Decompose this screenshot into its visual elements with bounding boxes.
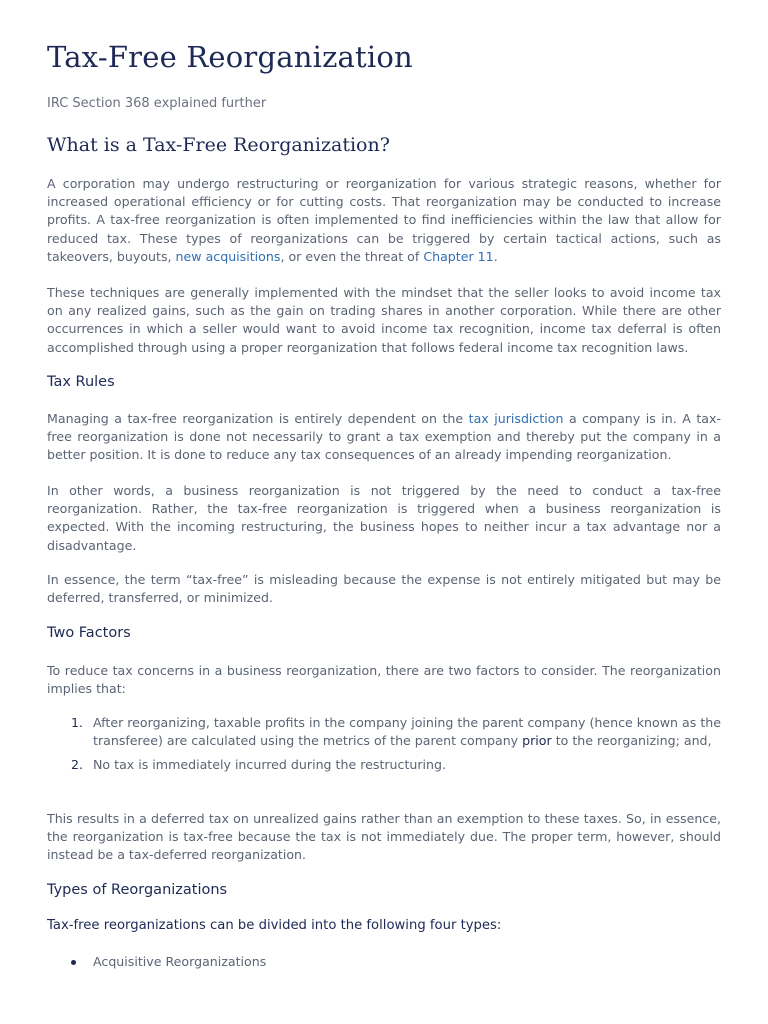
tax-rules-text-b: a company is in. A tax-free reorganization is done not necessarily to grant a tax exemption and thereby put the company in a better position. It is done to reduce any tax consequences of an already impending reorganization. [47, 411, 721, 463]
tax-jurisdiction-link[interactable]: tax jurisdiction [468, 411, 564, 426]
intro-text-c: . [493, 248, 498, 264]
types-heading: Types of Reorganizations [47, 882, 228, 898]
list-item [71, 756, 721, 774]
types-lead: Tax-free reorganizations can be divided into the following four types: [47, 918, 502, 933]
intro-text-b: , or even the threat of [280, 248, 424, 264]
page-subtitle: IRC Section 368 explained further [47, 96, 267, 111]
two-factors-list [71, 714, 721, 775]
tax-rules-paragraph-3: In essence, the term “tax-free” is misleading because the expense is not entirely mitigated but may be deferred, transferred, or minimized. [47, 572, 721, 606]
factor-1-text-b: to the reorganizing; and, [551, 733, 712, 749]
tax-rules-paragraph-1 [47, 410, 721, 465]
two-factors-heading: Two Factors [47, 625, 131, 641]
intro-paragraph [47, 175, 721, 266]
list-item [93, 953, 721, 971]
section-heading-what-is: What is a Tax-Free Reorganization? [47, 134, 390, 156]
factor-1-text-a: After reorganizing, taxable profits in the company joining the parent company (hence known as the transferee) are calculated using the metrics of the parent company [93, 715, 721, 749]
chapter-11-link[interactable]: Chapter 11 [423, 248, 494, 264]
factor-1-strong: prior [522, 733, 552, 749]
two-factors-conclusion: This results in a deferred tax on unrealized gains rather than an exemption to these taxes. So, in essence, the reorganization is tax-free because the tax is not immediately due. The proper term, however, should instead be a tax-deferred reorganization. [47, 811, 721, 863]
type-item-label: Acquisitive Reorganizations [93, 954, 267, 969]
types-list [93, 953, 721, 971]
intro-text-a: A corporation may undergo restructuring or reorganization for various strategic reasons, whether for increased operational efficiency or for cutting costs. That reorganization may be conducted to increase profits. A tax-free reorganization is often implemented to find inefficiencies within the law that allow for reduced tax. These types of reorganizations can be triggered by certain tactical actions, such as takeovers, buyouts, [47, 176, 721, 264]
page-title: Tax-Free Reorganization [47, 40, 413, 74]
tax-rules-paragraph-2: In other words, a business reorganization is not triggered by the need to conduct a tax-free reorganization. Rather, the tax-free reorganization is triggered when a business reorganization is expected. With the incoming restructuring, the business hopes to neither incur a tax advantage nor a disadvantage. [47, 483, 721, 553]
factor-2-text: No tax is immediately incurred during the restructuring. [93, 757, 447, 773]
two-factors-intro: To reduce tax concerns in a business reorganization, there are two factors to consider. The reorganization implies that: [47, 663, 721, 697]
new-acquisitions-link[interactable]: new acquisitions [175, 248, 281, 264]
techniques-paragraph: These techniques are generally implemented with the mindset that the seller looks to avoid income tax on any realized gains, such as the gain on trading shares in another corporation. While there are other occurrences in which a seller would want to avoid income tax recognition, income tax deferral is often accomplished through using a proper reorganization that follows federal income tax recognition laws. [47, 285, 721, 355]
list-item [71, 714, 721, 750]
list-number: 1. [71, 715, 84, 730]
tax-rules-text-a: Managing a tax-free reorganization is entirely dependent on the [47, 411, 469, 426]
tax-rules-heading: Tax Rules [47, 374, 115, 390]
list-number: 2. [71, 757, 84, 773]
bullet-icon [71, 960, 76, 965]
